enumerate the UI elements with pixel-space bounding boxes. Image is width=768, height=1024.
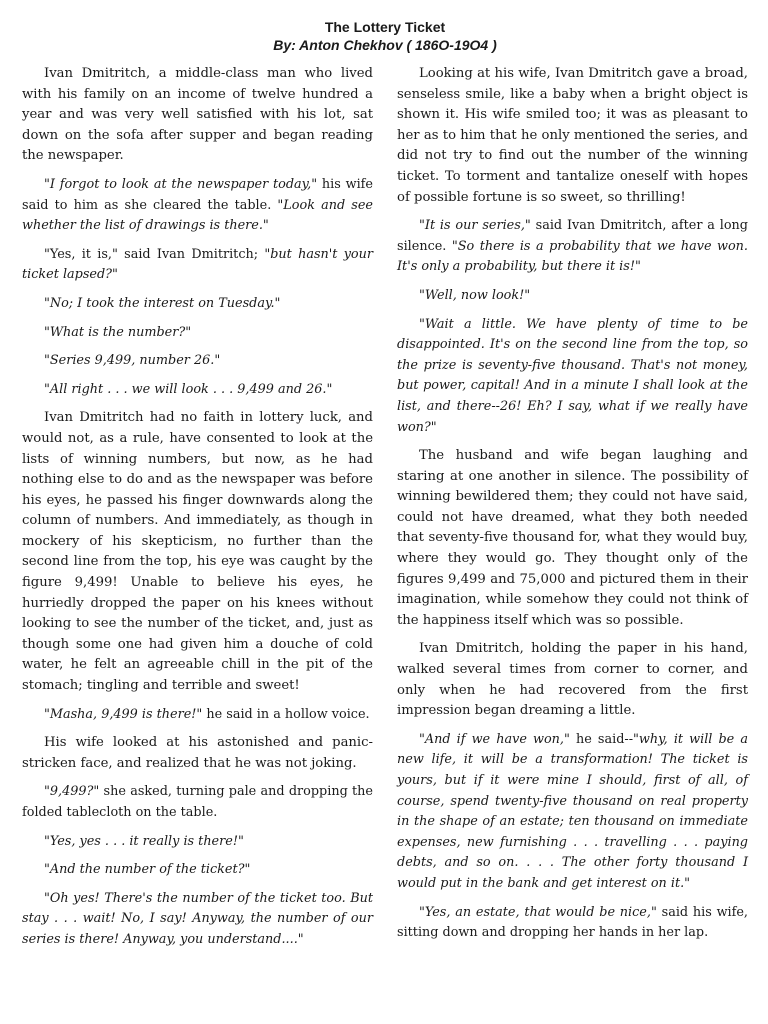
paragraph	[397, 216, 748, 278]
paragraph	[22, 175, 373, 237]
text-run: Looking at his wife, Ivan Dmitritch gave a broad, senseless smile, like a baby when a bright object is shown it. His wife smiled too; it was as pleasant to her as to him that he only mentioned the series, and did not try to find out the number of the winning ticket. To torment and tantalize oneself with hopes of possible fortune is so sweet, so thrilling!	[397, 66, 748, 205]
italic-text: "why, it will be a new life, it will be a transformation! The ticket is yours, but if it were mine I should, first of all, of course, spend twenty-five thousand on real property in the shape of an estate; ten thousand on immediate expenses, new furnishing . . . travelling . . . paying debts, and so on. . . . The other forty thousand I would put in the bank and get interest on it."	[397, 731, 748, 891]
paragraph	[22, 705, 373, 726]
italic-text: "And the number of the ticket?"	[44, 862, 251, 878]
paragraph	[22, 782, 373, 823]
paragraph	[22, 323, 373, 344]
italic-text: "Yes, yes . . . it really is there!"	[44, 833, 244, 849]
italic-text: "So there is a probability that we have won. It's only a probability, but there it is!"	[397, 238, 748, 275]
italic-text: "Masha, 9,499 is there!"	[44, 706, 203, 722]
text-run: Ivan Dmitritch, a middle-class man who lived with his family on an income of twelve hundred a year and was very well satisfied with his lot, sat down on the sofa after supper and began reading the newspaper.	[22, 66, 373, 164]
author-byline: By: Anton Chekhov ( 186O-19O4 )	[273, 37, 497, 53]
paragraph	[22, 733, 373, 774]
text-run: Ivan Dmitritch, holding the paper in his hand, walked several times from corner to corner, and only when he had recovered from the first impression began dreaming a little.	[397, 641, 748, 719]
paragraph	[22, 245, 373, 286]
text-run: she asked, turning pale and dropping the folded tablecloth on the table.	[22, 784, 373, 820]
text-run: he said in a hollow voice.	[202, 706, 370, 722]
paragraph	[397, 64, 748, 208]
paragraph	[397, 730, 748, 895]
right-column	[397, 64, 748, 959]
paragraph	[397, 639, 748, 721]
text-run: His wife looked at his astonished and panic-stricken face, and realized that he was not joking.	[22, 735, 373, 771]
text-run: "Yes, it is," said Ivan Dmitritch;	[44, 246, 265, 262]
italic-text: "Look and see whether the list of drawings is there."	[22, 197, 373, 234]
italic-text: "No; I took the interest on Tuesday."	[44, 295, 281, 311]
italic-text: "It is our series,"	[419, 218, 531, 234]
title-block	[22, 18, 748, 54]
italic-text: "Series 9,499, number 26."	[44, 353, 221, 369]
italic-text: "Yes, an estate, that would be nice,"	[419, 904, 657, 920]
paragraph	[397, 903, 748, 944]
paragraph	[22, 832, 373, 853]
paragraph	[22, 351, 373, 372]
italic-text: "What is the number?"	[44, 324, 192, 340]
text-run: his wife said to him as she cleared the table.	[22, 176, 373, 213]
paragraph	[397, 286, 748, 307]
paragraph	[22, 380, 373, 401]
paragraph	[22, 889, 373, 951]
italic-text: "And if we have won,"	[419, 731, 570, 747]
paragraph	[22, 860, 373, 881]
paragraph	[22, 294, 373, 315]
italic-text: "Well, now look!"	[419, 287, 531, 303]
paragraph	[397, 315, 748, 439]
text-columns	[22, 64, 748, 959]
italic-text: "All right . . . we will look . . . 9,499 and 26."	[44, 381, 333, 397]
paragraph	[22, 64, 373, 167]
italic-text: "Oh yes! There's the number of the ticket too. But stay . . . wait! No, I say! Anyway, the number of our series is there! Anyway, you understand...."	[22, 890, 373, 947]
text-run: The husband and wife began laughing and staring at one another in silence. The possibility of winning bewildered them; they could not have said, could not have dreamed, what they both needed that seventy-five thousand for, what they would buy, where they would go. They thought only of the figures 9,499 and 75,000 and pictured them in their imagination, while somehow they could not think of the happiness itself which was so possible.	[397, 448, 748, 628]
text-run: said his wife, sitting down and dropping her hands in her lap.	[397, 904, 748, 941]
left-column	[22, 64, 373, 959]
text-run: Ivan Dmitritch had no faith in lottery luck, and would not, as a rule, have consented to look at the lists of winning numbers, but now, as he had nothing else to do and as the newspaper was before his eyes, he passed his finger downwards along the column of numbers. And immediately, as though in mockery of his skepticism, no further than the second line from the top, his eye was caught by the figure 9,499! Unable to believe his eyes, he hurriedly dropped the paper on his knees without looking to see the number of the ticket, and, just as though some one had given him a douche of cold water, he felt an agreeable chill in the pit of the stomach; tingling and terrible and sweet!	[22, 410, 373, 694]
story-title: The Lottery Ticket	[324, 19, 446, 35]
italic-text: "9,499?"	[44, 784, 100, 800]
text-run: said Ivan Dmitritch, after a long silence.	[397, 218, 748, 254]
italic-text: "I forgot to look at the newspaper today,"	[44, 176, 318, 192]
text-run: he said--	[569, 731, 634, 747]
italic-text: "but hasn't your ticket lapsed?"	[22, 246, 373, 283]
italic-text: "Wait a little. We have plenty of time to be disappointed. It's on the second line from the top, so the prize is seventy-five thousand. That's not money, but power, capital! And in a minute I shall look at the list, and there--26! Eh? I say, what if we really have won?"	[397, 316, 748, 435]
paragraph	[22, 408, 373, 696]
paragraph	[397, 446, 748, 631]
